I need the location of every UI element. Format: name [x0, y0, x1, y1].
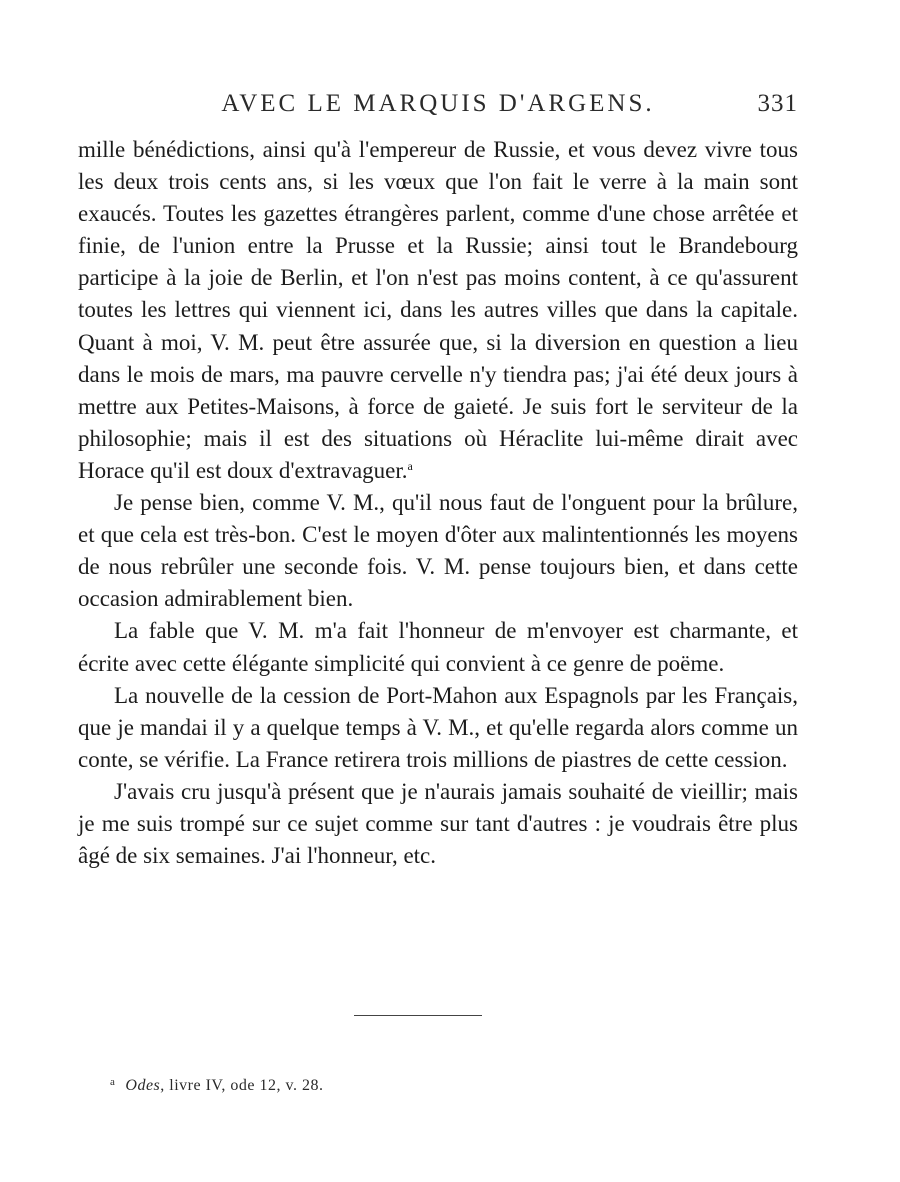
paragraph: Je pense bien, comme V. M., qu'il nous faut de l'onguent pour la brûlure, et que cela est très-bon. C'est le moyen d'ôter aux malintentionnés les moyens de nous rebrûler une seconde fois. V. M. pense toujours bien, et dans cette occasion admirablement bien. [78, 490, 798, 612]
paragraph: La fable que V. M. m'a fait l'honneur de m'envoyer est charmante, et écrite avec cette élégante simplicité qui convient à ce genre de poëme. [78, 618, 798, 676]
footnote-citation: , livre IV, ode 12, v. 28. [160, 1077, 324, 1094]
paragraph-continuation [78, 134, 798, 487]
paragraph-text: mille bénédictions, ainsi qu'à l'empereur de Russie, et vous devez vivre tous les deux trois cents ans, si les vœux que l'on fait le verre à la main sont exaucés. Toutes les gazettes étrangères parlent, comme d'une chose arrêtée et finie, de l'union entre la Prusse et la Russie; ainsi tout le Brandebourg participe à la joie de Berlin, et l'on n'est pas moins content, à ce qu'assurent toutes les lettres qui viennent ici, dans les autres villes que dans la capitale. Quant à moi, V. M. peut être assurée que, si la diversion en question a lieu dans le mois de mars, ma pauvre cervelle n'y tiendra pas; j'ai été deux jours à mettre aux Petites-Maisons, à force de gaieté. Je suis fort le serviteur de la philosophie; mais il est des situations où Héraclite lui-même dirait avec Horace qu'il est doux d'extravaguer. [78, 137, 798, 483]
paragraph: J'avais cru jusqu'à présent que je n'aurais jamais souhaité de vieillir; mais je me suis trompé sur ce sujet comme sur tant d'autres : je voudrais être plus âgé de six semaines. J'ai l'honneur, etc. [78, 778, 798, 869]
footnote-marker: a [110, 1076, 116, 1088]
footnote-work-title: Odes [125, 1077, 161, 1094]
running-title: AVEC LE MARQUIS D'ARGENS. [221, 90, 655, 117]
page-number: 331 [757, 90, 798, 117]
footnote [110, 1076, 710, 1095]
body-text [78, 134, 798, 872]
paragraph: La nouvelle de la cession de Port-Mahon aux Espagnols par les Français, que je mandai il y a quelque temps à V. M., et qu'elle regarda alors comme un conte, se vérifie. La France retirera trois millions de piastres de cette cession. [78, 682, 798, 772]
running-head [78, 90, 798, 122]
footnote-reference: a [407, 458, 413, 473]
section-divider [354, 1015, 482, 1016]
